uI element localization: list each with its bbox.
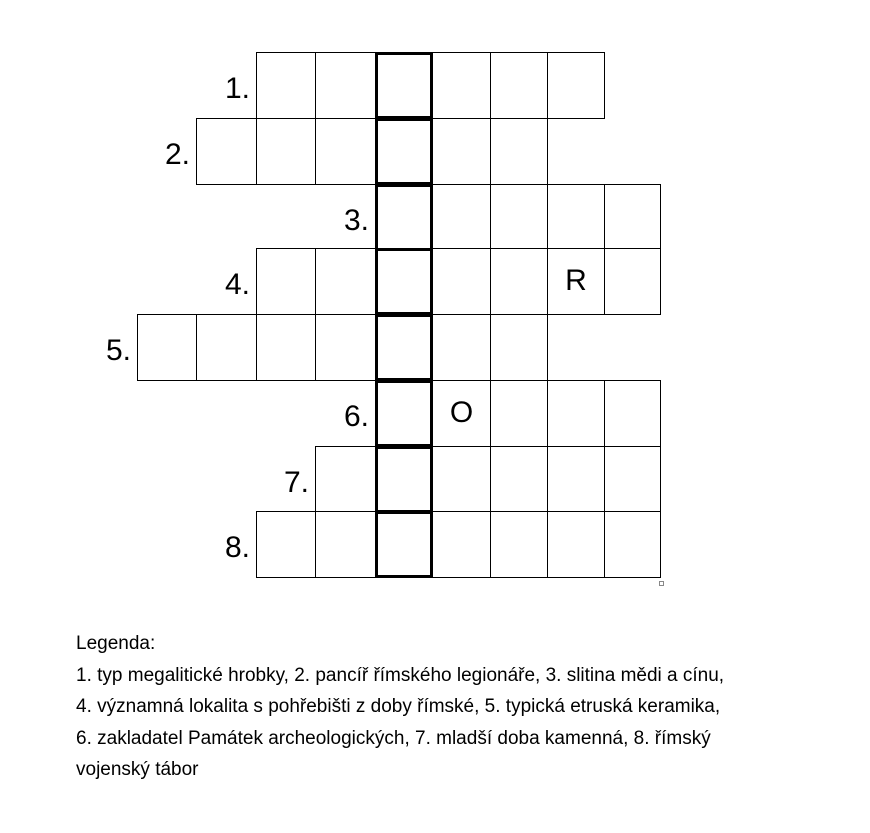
clue-number: 8. xyxy=(224,531,250,564)
legend xyxy=(76,628,856,786)
crossword-cell[interactable] xyxy=(315,314,376,381)
crossword-cell[interactable] xyxy=(432,52,491,119)
crossword-cell[interactable] xyxy=(256,248,316,315)
crossword-cell[interactable] xyxy=(490,380,548,447)
crossword-cell[interactable] xyxy=(490,314,548,381)
clue-number: 6. xyxy=(343,400,369,433)
clue-number: 5. xyxy=(105,334,131,367)
key-cell[interactable] xyxy=(375,380,433,447)
legend-line: 4. významná lokalita s pohřebišti z doby římské, 5. typická etruská keramika, xyxy=(76,696,721,717)
crossword-cell[interactable] xyxy=(547,511,605,578)
crossword-cell[interactable] xyxy=(432,248,491,315)
crossword-cell[interactable] xyxy=(547,52,605,119)
crossword-cell[interactable] xyxy=(315,511,376,578)
crossword-cell[interactable] xyxy=(256,52,316,119)
crossword-cell[interactable] xyxy=(315,248,376,315)
crossword-cell[interactable] xyxy=(490,52,548,119)
key-cell[interactable] xyxy=(375,446,433,513)
key-cell[interactable] xyxy=(375,118,433,185)
crossword-cell[interactable] xyxy=(432,118,491,185)
crossword-cell[interactable] xyxy=(604,380,661,447)
crossword-cell[interactable] xyxy=(137,314,197,381)
crossword-cell[interactable] xyxy=(432,184,491,251)
crossword-cell[interactable] xyxy=(196,118,257,185)
crossword-cell[interactable] xyxy=(196,314,257,381)
crossword-cell[interactable] xyxy=(604,184,661,251)
key-cell[interactable] xyxy=(375,184,433,251)
legend-title: Legenda: xyxy=(76,633,156,654)
clue-number: 4. xyxy=(224,268,250,301)
crossword-cell[interactable] xyxy=(490,511,548,578)
crossword-cell[interactable] xyxy=(315,446,376,513)
crossword-cell[interactable] xyxy=(490,446,548,513)
clue-number: 2. xyxy=(164,138,190,171)
crossword-cell[interactable] xyxy=(547,184,605,251)
crossword-cell[interactable] xyxy=(315,118,376,185)
legend-line: 6. zakladatel Památek archeologických, 7. mladší doba kamenná, 8. římský xyxy=(76,727,711,749)
crossword-cell[interactable] xyxy=(432,511,491,578)
key-cell[interactable] xyxy=(375,511,433,578)
crossword-cell[interactable] xyxy=(490,248,548,315)
crossword-cell[interactable] xyxy=(490,118,548,185)
key-cell[interactable] xyxy=(375,314,433,381)
resize-handle[interactable] xyxy=(659,581,664,586)
crossword-cell[interactable]: O xyxy=(432,380,491,447)
crossword-cell[interactable]: R xyxy=(547,248,605,315)
crossword-cell[interactable] xyxy=(547,380,605,447)
crossword-cell[interactable] xyxy=(256,314,316,381)
crossword-cell[interactable] xyxy=(604,446,661,513)
crossword-cell[interactable] xyxy=(432,314,491,381)
key-cell[interactable] xyxy=(375,248,433,315)
crossword-cell[interactable] xyxy=(604,248,661,315)
legend-line: 1. typ megalitické hrobky, 2. pancíř římského legionáře, 3. slitina mědi a cínu, xyxy=(76,664,725,686)
crossword-cell[interactable] xyxy=(256,118,316,185)
crossword-cell[interactable] xyxy=(490,184,548,251)
crossword-cell[interactable] xyxy=(604,511,661,578)
crossword-cell[interactable] xyxy=(315,52,376,119)
legend-line: vojenský tábor xyxy=(76,759,199,780)
crossword-cell[interactable] xyxy=(256,511,316,578)
crossword-cell[interactable] xyxy=(432,446,491,513)
clue-number: 7. xyxy=(283,466,309,499)
clue-number: 3. xyxy=(343,204,369,237)
crossword-cell[interactable] xyxy=(547,446,605,513)
clue-number: 1. xyxy=(224,72,250,105)
key-cell[interactable] xyxy=(375,52,433,119)
